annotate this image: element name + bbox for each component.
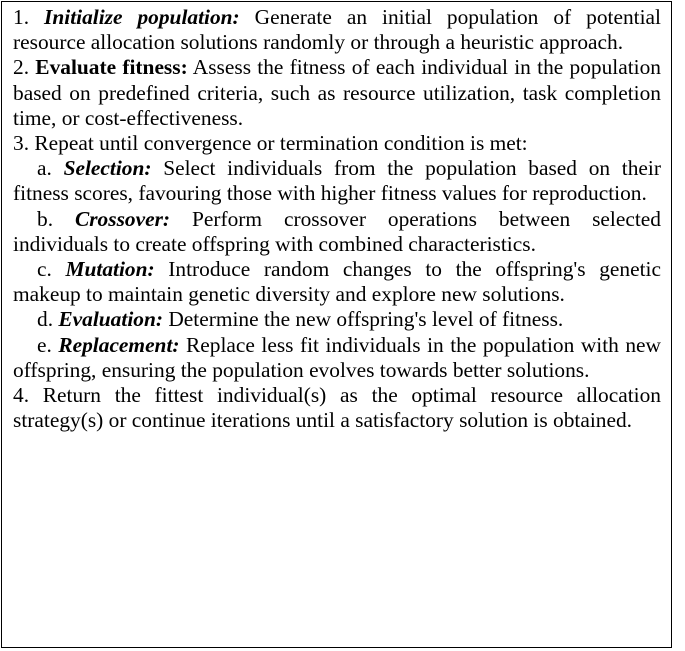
algorithm-box <box>1 1 672 648</box>
substep-d-letter: d. <box>37 307 59 332</box>
step-1-initialize-population <box>13 5 661 55</box>
step-2-text: Assess the fitness of each individual in the population based on predefined criteria, such as resource utilization, task completion time, or cost-effectiveness. <box>13 55 661 130</box>
substep-b-text: Perform crossover operations between selected individuals to create offspring with combined characteristics. <box>13 206 661 256</box>
substep-d-text: Determine the new offspring's level of fitness. <box>162 307 564 332</box>
substep-c-text: Introduce random changes to the offspring's genetic makeup to maintain genetic diversity and explore new solutions. <box>13 257 661 307</box>
substep-e-text: Replace less fit individuals in the population with new offspring, ensuring the population evolves towards better solutions. <box>13 332 661 382</box>
substep-b-letter: b. <box>37 206 75 231</box>
step-1-text: Generate an initial population of potential resource allocation solutions randomly or through a heuristic approach. <box>13 5 661 55</box>
substep-e-title: Replacement: <box>58 332 180 357</box>
substep-b-crossover <box>13 207 661 257</box>
substep-d-title: Evaluation: <box>58 307 163 332</box>
step-3-repeat: 3. Repeat until convergence or termination condition is met: <box>13 131 528 156</box>
substep-e-replacement <box>13 333 661 383</box>
step-1-title: Initialize population: <box>44 5 240 29</box>
substep-c-letter: c. <box>37 257 66 282</box>
substep-e-letter: e. <box>37 332 59 357</box>
substep-c-title: Mutation: <box>65 257 155 282</box>
step-2-number: 2. <box>13 55 36 80</box>
substep-b-title: Crossover: <box>74 206 171 231</box>
substep-c-mutation <box>13 257 661 307</box>
substep-d-evaluation <box>13 307 661 332</box>
step-1-number: 1. <box>13 5 45 29</box>
substep-a-title: Selection: <box>63 156 152 181</box>
step-4-return: 4. Return the fittest individual(s) as the optimal resource allocation strategy(s) or continue iterations until a satisfactory solution is obtained. <box>13 383 661 433</box>
substep-a-selection <box>13 156 661 206</box>
substep-a-text: Select individuals from the population based on their fitness scores, favouring those with higher fitness values for reproduction. <box>13 156 661 206</box>
step-2-title: Evaluate fitness: <box>35 55 188 80</box>
substep-a-letter: a. <box>37 156 64 181</box>
step-2-evaluate-fitness <box>13 55 661 131</box>
